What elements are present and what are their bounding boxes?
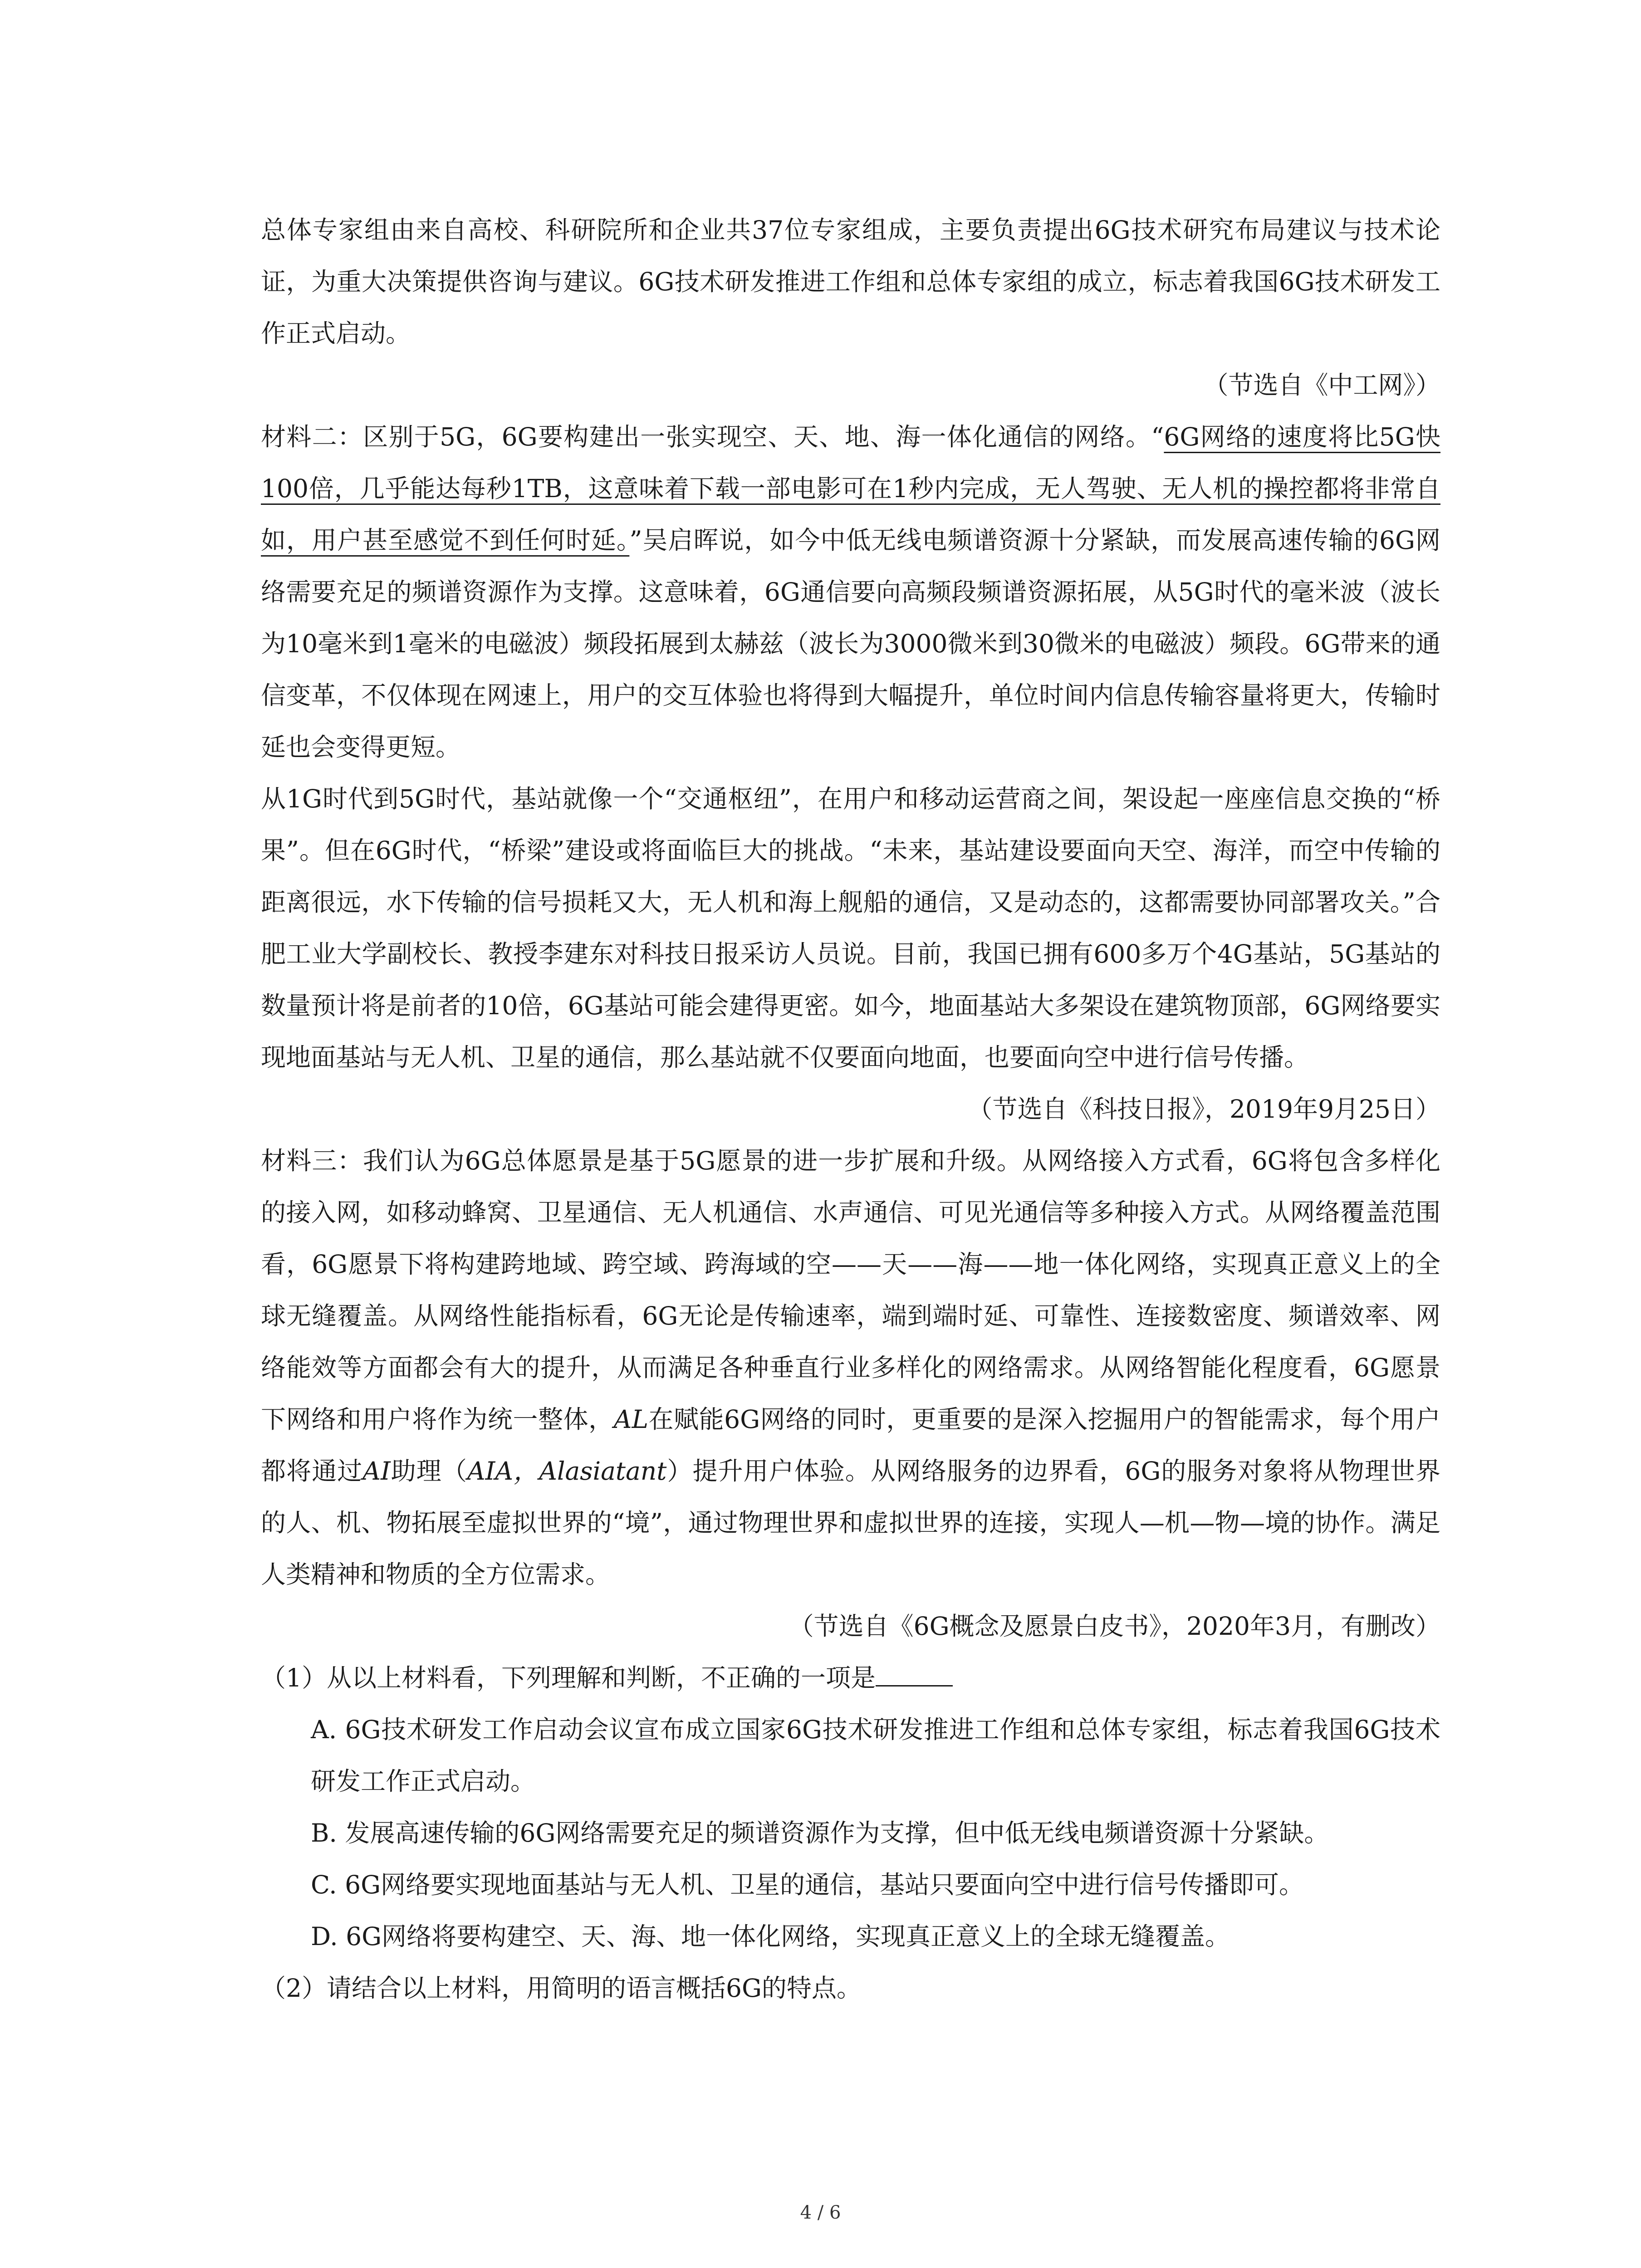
page-content [261,204,1440,2014]
al-term: AL [613,1405,648,1434]
source-citation-1: （节选自《中工网》） [1203,371,1440,400]
page-number: 4 / 6 [800,2202,841,2223]
option-a: A. 6G技术研发工作启动会议宣布成立国家6G技术研发推进工作组和总体专家组，标志着我国6G技术研发工作正式启动。 [311,1715,1440,1796]
underlined-quote: 6G网络的速度将比5G快100倍，几乎能达每秒1TB，这意味着下载一部电影可在1秒内完成，无人驾驶、无人机的操控都将非常自如，用户甚至感觉不到任何时延。 [261,422,1441,555]
aia-term: AIA，Alasiatant [467,1457,667,1486]
paragraph-base-station: 从1G时代到5G时代，基站就像一个“交通枢纽”，在用户和移动运营商之间，架设起一座座信息交换的“桥果”。但在6G时代，“桥梁”建设或将面临巨大的挑战。“未来，基站建设要面向天空、海洋，而空中传输的距离很远，水下传输的信号损耗又大，无人机和海上舰船的通信，又是动态的，这都需要协同部署攻关。”合肥工业大学副校长、教授李建东对科技日报采访人员说。目前，我国已拥有600多万个4G基站，5G基站的数量预计将是前者的10倍，6G基站可能会建得更密。如今，地面基站大多架设在建筑物顶部，6G网络要实现地面基站与无人机、卫星的通信，那么基站就不仅要面向地面，也要面向空中进行信号传播。 [261,784,1440,1072]
material-two-body: ”吴启晖说，如今中低无线电频谱资源十分紧缺，而发展高速传输的6G网络需要充足的频谱资源作为支撑。这意味着，6G通信要向高频段频谱资源拓展，从5G时代的毫米波（波长为10毫米到1毫米的电磁波）频段拓展到太赫兹（波长为3000微米到30微米的电磁波）频段。6G带来的通信变革，不仅体现在网速上，用户的交互体验也将得到大幅提升，单位时间内信息传输容量将更大，传输时延也会变得更短。 [261,526,1440,762]
question-1 [261,1652,1440,1704]
source-citation-3: （节选自《6G概念及愿景白皮书》，2020年3月，有删改） [789,1612,1440,1641]
material-three-part-c: 助理（ [390,1457,467,1486]
paragraph-material-two [261,411,1440,773]
ai-term: AI [362,1457,391,1486]
option-c: C. 6G网络要实现地面基站与无人机、卫星的通信，基站只要面向空中进行信号传播即可。 [311,1870,1304,1899]
answer-blank[interactable] [876,1662,953,1686]
material-three-part-b: 在赋能6G网络的同时，更重要的是深入挖掘用户的智能需求，每个用户都将通过 [261,1405,1440,1486]
material-two-intro: 材料二：区别于5G，6G要构建出一张实现空、天、地、海一体化通信的网络。“ [261,422,1164,451]
question-2: （2）请结合以上材料，用简明的语言概括6G的特点。 [261,1974,862,2003]
material-three-part-a: 材料三：我们认为6G总体愿景是基于5G愿景的进一步扩展和升级。从网络接入方式看，6G将包含多样化的接入网，如移动蜂窝、卫星通信、无人机通信、水声通信、可见光通信等多种接入方式。从网络覆盖范围看，6G愿景下将构建跨地域、跨空域、跨海域的空——天——海——地一体化网络，实现真正意义上的全球无缝覆盖。从网络性能指标看，6G无论是传输速率，端到端时延、可靠性、连接数密度、频谱效率、网络能效等方面都会有大的提升，从而满足各种垂直行业多样化的网络需求。从网络智能化程度看，6G愿景下网络和用户将作为统一整体， [261,1146,1440,1434]
source-citation-2: （节选自《科技日报》，2019年9月25日） [967,1095,1440,1124]
option-b: B. 发展高速传输的6G网络需要充足的频谱资源作为支撑，但中低无线电频谱资源十分紧缺。 [311,1818,1329,1848]
material-three-part-d: ）提升用户体验。从网络服务的边界看，6G的服务对象将从物理世界的人、机、物拓展至虚拟世界的“境”，通过物理世界和虚拟世界的连接，实现人—机—物—境的协作。满足人类精神和物质的全方位需求。 [261,1457,1440,1589]
paragraph-material-three [261,1135,1440,1600]
paragraph-material-one-end: 总体专家组由来自高校、科研院所和企业共37位专家组成，主要负责提出6G技术研究布局建议与技术论证，为重大决策提供咨询与建议。6G技术研发推进工作组和总体专家组的成立，标志着我国6G技术研发工作正式启动。 [261,215,1440,348]
option-d: D. 6G网络将要构建空、天、海、地一体化网络，实现真正意义上的全球无缝覆盖。 [311,1922,1230,1951]
question-1-text: （1）从以上材料看，下列理解和判断，不正确的一项是 [261,1663,876,1692]
